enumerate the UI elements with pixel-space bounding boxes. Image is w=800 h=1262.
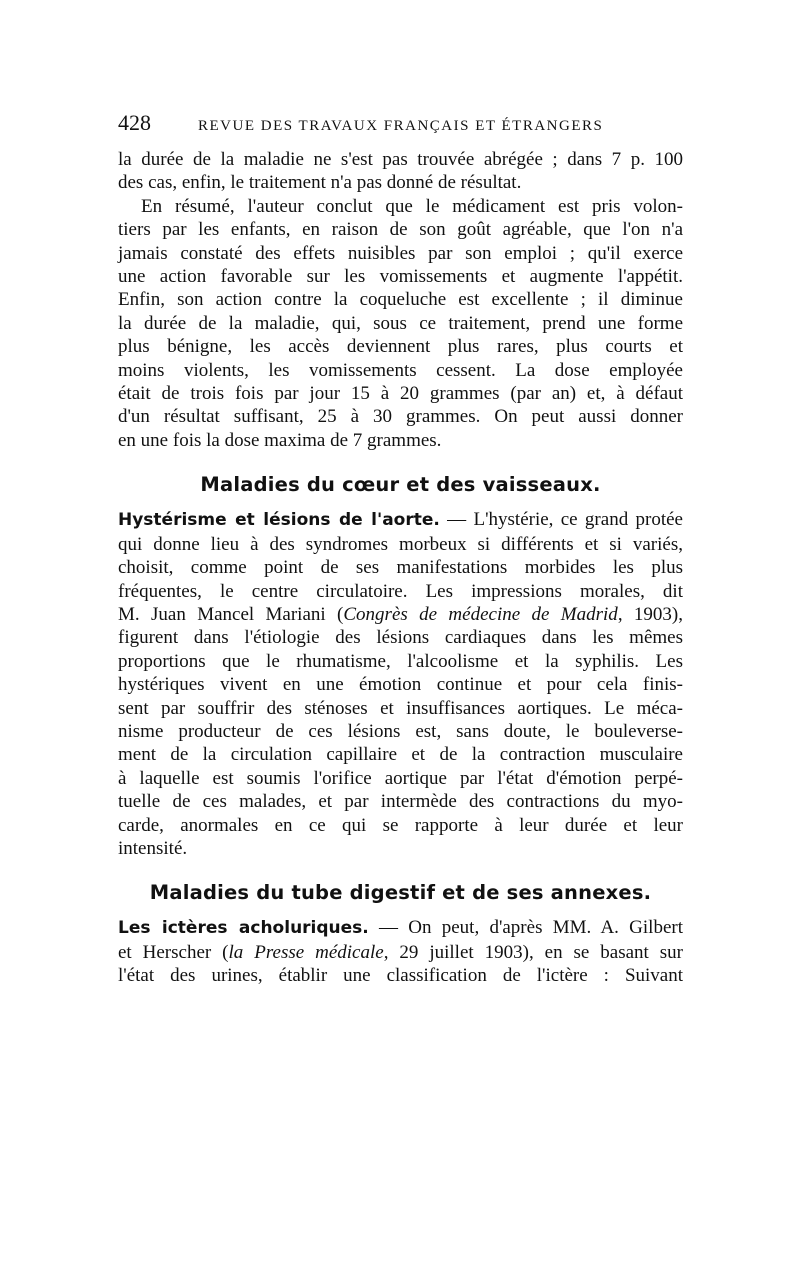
text-line: était de trois fois par jour 15 à 20 grammes (par an) et, à défaut [118,383,683,405]
running-header [118,110,683,148]
text-span: , 1903), [617,603,684,625]
text-line: une action favorable sur les vomissements et augmente l'appétit. [118,266,683,288]
paragraph-1 [118,148,683,195]
text-line: proportions que le rhumatisme, l'alcoolisme et la syphilis. Les [118,650,683,672]
text-line: plus bénigne, les accès deviennent plus rares, plus courts et [118,336,683,358]
text-line: choisit, comme point de ses manifestations morbides les plus [118,557,683,579]
citation-title: la Presse médicale [228,941,384,963]
page-number: 428 [118,110,151,135]
text-line: En résumé, l'auteur conclut que le médicament est pris volon- [141,195,683,217]
text-line: des cas, enfin, le traitement n'a pas donné de résultat. [118,172,522,194]
citation-title: Congrès de médecine de Madrid [343,603,618,625]
document-page [118,110,683,988]
text-line: l'état des urines, établir une classification de l'ictère : Suivant [118,965,683,987]
text-line [118,603,683,626]
text-line: tiers par les enfants, en raison de son goût agréable, que l'on n'a [118,219,683,241]
text-line: d'un résultat suffisant, 25 à 30 grammes. On peut aussi donner [118,406,683,428]
text-line: hystériques vivent en une émotion continue et pour cela finis- [118,674,683,696]
text-line: qui donne lieu à des syndromes morbeux si différents et si variés, [118,533,683,555]
text-line: fréquentes, le centre circulatoire. Les impressions morales, dit [118,580,683,602]
paragraph-4 [118,916,683,987]
text-line: ment de la circulation capillaire et de la contraction musculaire [118,744,683,766]
section-heading-heart: Maladies du cœur et des vaisseaux. [200,473,601,497]
text-line: la durée de la maladie, qui, sous ce traitement, prend une forme [118,312,683,334]
paragraph-2 [118,195,683,452]
text-span: M. Juan Mancel Mariani ( [118,603,344,625]
lead-heading: Hystérisme et lésions de l'aorte. [118,510,440,531]
text-span: , 29 juillet 1903), en se basant sur [383,941,683,963]
text-line: à laquelle est soumis l'orifice aortique par l'état d'émotion perpé- [118,767,683,789]
text-line: moins violents, les vomissements cessent. La dose employée [118,359,683,381]
text-line: la durée de la maladie ne s'est pas trouvée abrégée ; dans 7 p. 100 [118,149,683,170]
text-line: figurent dans l'étiologie des lésions cardiaques dans les mêmes [118,627,683,649]
text-line [118,916,683,940]
section-heading-digestive: Maladies du tube digestif et de ses annexes. [149,881,652,905]
text-line: nisme producteur de ces lésions est, sans doute, le bouleverse- [118,720,683,742]
lead-heading: Les ictères acholuriques. [118,918,369,939]
text-line: sent par souffrir des sténoses et insuffisances aortiques. Le méca- [118,697,683,719]
text-line: intensité. [118,837,188,859]
text-line: jamais constaté des effets nuisibles par son emploi ; qu'il exerce [118,242,683,264]
text-span: — L'hystérie, ce grand protée [439,509,683,531]
text-line: en une fois la dose maxima de 7 grammes. [118,429,442,451]
text-line: carde, anormales en ce qui se rapporte à leur durée et leur [118,814,683,836]
text-line [118,508,683,532]
running-title: REVUE DES TRAVAUX FRANÇAIS ET ÉTRANGERS [198,118,604,134]
text-span: — On peut, d'après MM. A. Gilbert [368,917,683,939]
text-line [118,941,683,964]
text-span: et Herscher ( [118,941,229,963]
text-line: tuelle de ces malades, et par intermède des contractions du myo- [118,791,683,813]
text-line: Enfin, son action contre la coqueluche est excellente ; il diminue [118,289,683,311]
paragraph-3 [118,508,683,860]
